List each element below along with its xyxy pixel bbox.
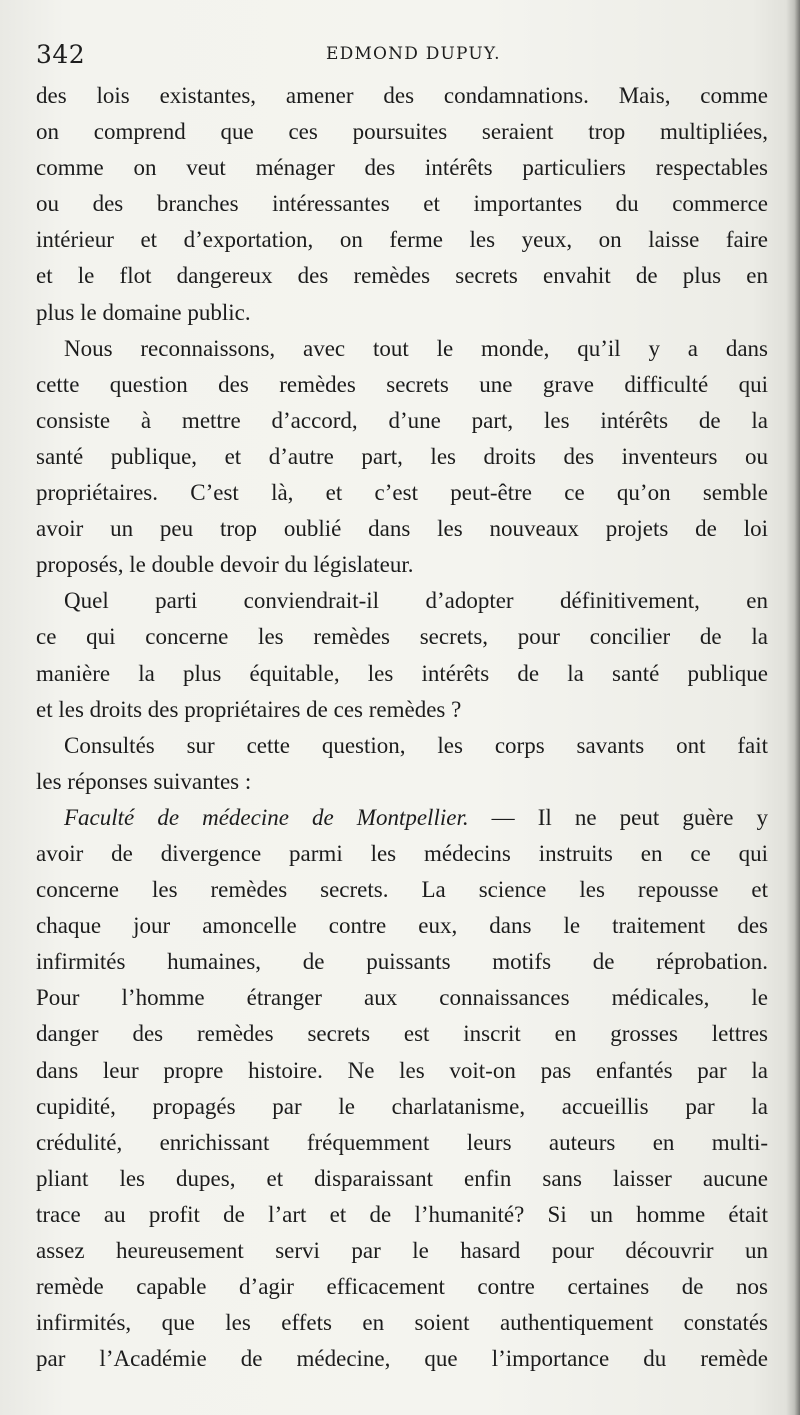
- page-number: 342: [36, 40, 86, 69]
- text-line: pliant les dupes, et disparaissant enfin sans laisser aucune: [36, 1165, 768, 1191]
- text-line: manière la plus équitable, les intérêts de la santé publique: [36, 660, 768, 686]
- text-line: Consultés sur cette question, les corps savants ont fait: [64, 732, 768, 758]
- body-text: [36, 78, 768, 1377]
- text-line: assez heureusement servi par le hasard pour découvrir un: [36, 1238, 768, 1263]
- text-line: consiste à mettre d’accord, d’une part, les intérêts de la: [36, 407, 768, 433]
- faculty-heading: Faculté de médecine de Montpellier.: [64, 804, 469, 830]
- text-line-rest: — Il ne peut guère y: [491, 804, 768, 830]
- text-line: des lois existantes, amener des condamnations. Mais, comme: [36, 83, 768, 108]
- page-edge-shadow: [786, 0, 800, 1415]
- text-line: trace au profit de l’art et de l’humanité? Si un homme était: [36, 1201, 768, 1227]
- text-line: et les droits des propriétaires de ces remèdes ?: [36, 696, 462, 722]
- text-line: Pour l’homme étranger aux connaissances médicales, le: [36, 985, 768, 1011]
- text-line: ou des branches intéressantes et importantes du commerce: [36, 191, 768, 217]
- text-line: cette question des remèdes secrets une grave difficulté qui: [36, 371, 768, 397]
- text-line: dans leur propre histoire. Ne les voit-on pas enfantés par la: [36, 1057, 768, 1083]
- text-line: Quel parti conviendrait-il d’adopter définitivement, en: [64, 588, 768, 614]
- text-line: remède capable d’agir efficacement contre certaines de nos: [36, 1274, 768, 1300]
- text-line: avoir un peu trop oublié dans les nouveaux projets de loi: [36, 516, 768, 542]
- text-line: concerne les remèdes secrets. La science les repousse et: [36, 877, 768, 903]
- running-head: EDMOND DUPUY.: [326, 44, 501, 64]
- text-line: on comprend que ces poursuites seraient trop multipliées,: [36, 119, 768, 145]
- text-line: cupidité, propagés par le charlatanisme, accueillis par la: [36, 1093, 768, 1119]
- text-line: par l’Académie de médecine, que l’importance du remède: [36, 1346, 768, 1372]
- text-line: ce qui concerne les remèdes secrets, pour concilier de la: [36, 624, 768, 650]
- text-line: santé publique, et d’autre part, les droits des inventeurs ou: [36, 443, 768, 469]
- text-line: danger des remèdes secrets est inscrit en grosses lettres: [36, 1021, 768, 1047]
- text-line: avoir de divergence parmi les médecins instruits en ce qui: [36, 840, 768, 866]
- text-line: infirmités, que les effets en soient authentiquement constatés: [36, 1310, 768, 1336]
- text-line: les réponses suivantes :: [36, 768, 252, 794]
- text-line: comme on veut ménager des intérêts particuliers respectables: [36, 155, 768, 181]
- text-line: et le flot dangereux des remèdes secrets envahit de plus en: [36, 263, 768, 289]
- text-line: chaque jour amoncelle contre eux, dans le traitement des: [36, 913, 768, 939]
- text-line: plus le domaine public.: [36, 299, 251, 325]
- text-line: propriétaires. C’est là, et c’est peut-être ce qu’on semble: [36, 480, 768, 506]
- page-header: [36, 40, 776, 74]
- text-line: proposés, le double devoir du législateur.: [36, 552, 414, 578]
- faculty-paragraph-first-line: [36, 800, 768, 836]
- text-line: intérieur et d’exportation, on ferme les yeux, on laisse faire: [36, 227, 768, 253]
- text-line: Nous reconnaissons, avec tout le monde, qu’il y a dans: [64, 335, 768, 361]
- text-line: infirmités humaines, de puissants motifs de réprobation.: [36, 949, 768, 975]
- text-line: crédulité, enrichissant fréquemment leurs auteurs en multi-: [36, 1129, 768, 1155]
